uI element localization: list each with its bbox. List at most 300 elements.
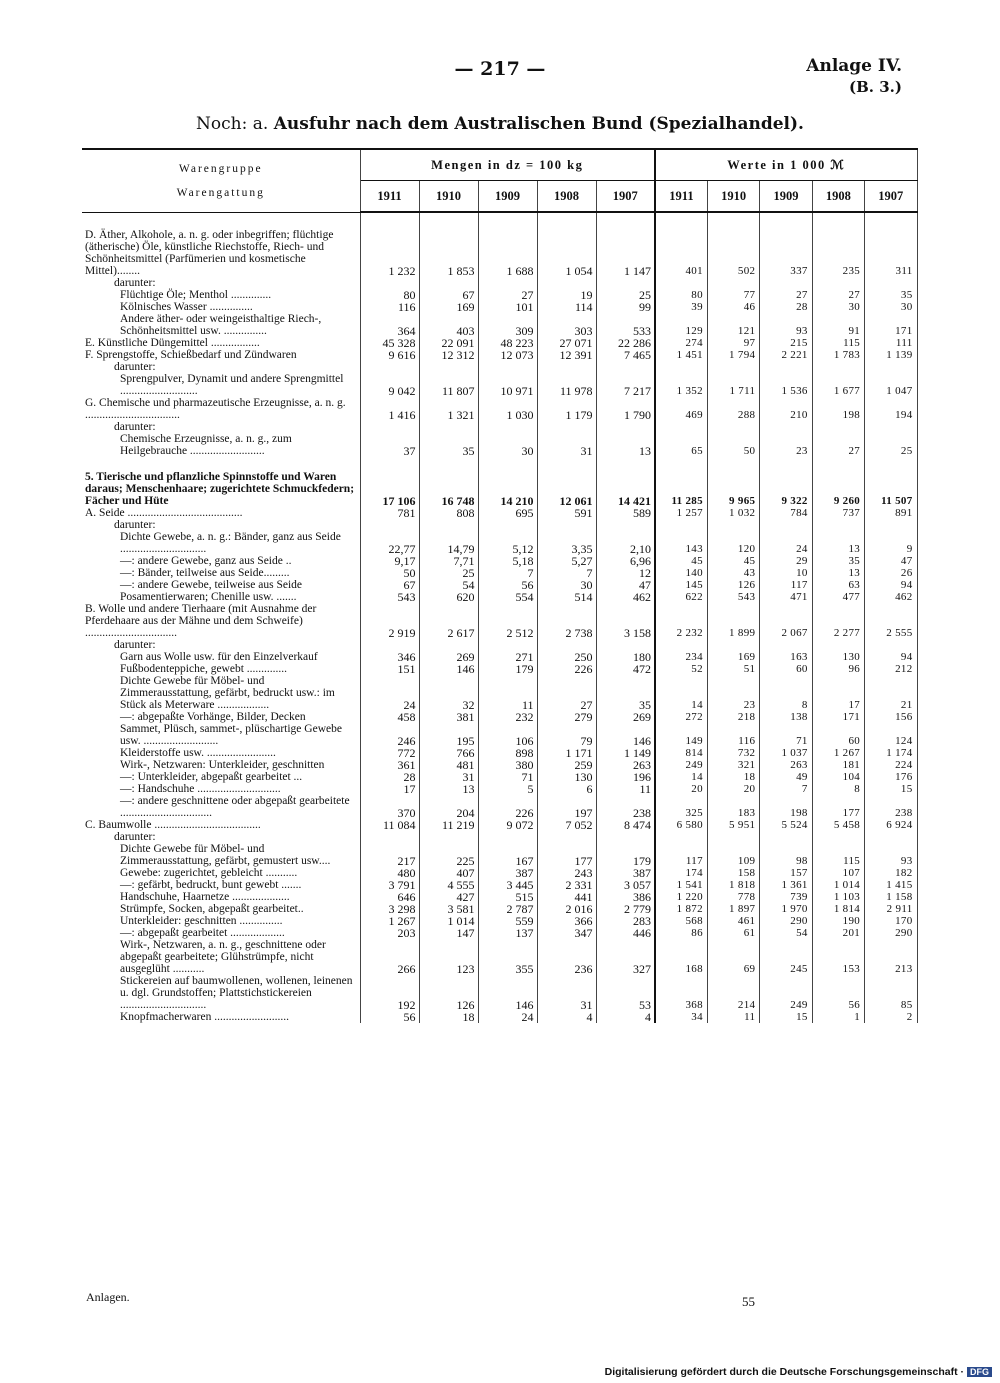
werte-cell: 56 xyxy=(812,975,864,1011)
mengen-cell: 250 xyxy=(537,651,596,663)
mengen-cell xyxy=(419,421,478,433)
werte-cell: 6 580 xyxy=(655,819,707,831)
row-label: A. Seide ........................................ xyxy=(82,507,360,519)
werte-year-header: 1909 xyxy=(760,181,812,213)
werte-cell: 1 103 xyxy=(812,891,864,903)
mengen-cell: 28 xyxy=(360,771,419,783)
werte-cell: 477 xyxy=(812,591,864,603)
werte-cell: 181 xyxy=(812,759,864,771)
mengen-cell: 30 xyxy=(478,433,537,457)
mengen-cell: 309 xyxy=(478,313,537,337)
werte-cell xyxy=(812,639,864,651)
row-label: —: andere Gewebe, teilweise aus Seide xyxy=(82,579,360,591)
werte-cell: 143 xyxy=(655,531,707,555)
row-label: F. Sprengstoffe, Schießbedarf und Zündwaren xyxy=(82,349,360,361)
werte-cell: 2 277 xyxy=(812,603,864,639)
mengen-cell: 3 445 xyxy=(478,879,537,891)
werte-cell: 5 524 xyxy=(760,819,812,831)
anlage-sub-label: (B. 3.) xyxy=(849,78,902,96)
mengen-cell: 514 xyxy=(537,591,596,603)
table-row xyxy=(82,927,917,939)
mengen-cell: 6 xyxy=(537,783,596,795)
mengen-cell: 355 xyxy=(478,939,537,975)
footer-left-note: Anlagen. xyxy=(86,1290,130,1304)
werte-cell: 471 xyxy=(760,591,812,603)
mengen-cell: 1 267 xyxy=(360,915,419,927)
mengen-cell: 808 xyxy=(419,507,478,519)
table-row xyxy=(82,639,917,651)
werte-cell: 126 xyxy=(707,579,759,591)
werte-cell: 778 xyxy=(707,891,759,903)
table-row xyxy=(82,783,917,795)
mengen-cell xyxy=(478,361,537,373)
werte-cell: 337 xyxy=(760,229,812,277)
mengen-cell: 180 xyxy=(596,651,655,663)
mengen-cell: 236 xyxy=(537,939,596,975)
werte-cell xyxy=(812,361,864,373)
werte-cell: 5 951 xyxy=(707,819,759,831)
werte-cell xyxy=(707,421,759,433)
mengen-cell: 126 xyxy=(419,975,478,1011)
row-label: —: andere Gewebe, ganz aus Seide .. xyxy=(82,555,360,567)
table-body xyxy=(82,212,917,1023)
werte-cell: 129 xyxy=(655,313,707,337)
row-label: Posamentierwaren; Chenille usw. ....... xyxy=(82,591,360,603)
row-label: —: abgepaßt gearbeitet ................... xyxy=(82,927,360,939)
werte-cell: 14 xyxy=(655,675,707,711)
table-row xyxy=(82,555,917,567)
werte-cell: 732 xyxy=(707,747,759,759)
werte-cell: 94 xyxy=(865,579,917,591)
werte-cell xyxy=(760,361,812,373)
werte-cell: 28 xyxy=(760,301,812,313)
mengen-cell: 559 xyxy=(478,915,537,927)
werte-cell: 214 xyxy=(707,975,759,1011)
werte-cell: 27 xyxy=(760,289,812,301)
werte-cell: 1 677 xyxy=(812,373,864,397)
mengen-cell: 589 xyxy=(596,507,655,519)
row-label: —: Handschuhe ............................. xyxy=(82,783,360,795)
mengen-cell: 13 xyxy=(419,783,478,795)
werte-cell: 117 xyxy=(760,579,812,591)
mengen-cell: 7 465 xyxy=(596,349,655,361)
werte-cell: 8 xyxy=(812,783,864,795)
werte-cell: 153 xyxy=(812,939,864,975)
werte-cell xyxy=(760,421,812,433)
mengen-cell: 147 xyxy=(419,927,478,939)
mengen-cell xyxy=(419,519,478,531)
mengen-cell: 9 072 xyxy=(478,819,537,831)
werte-cell: 93 xyxy=(865,843,917,867)
mengen-cell: 146 xyxy=(419,663,478,675)
mengen-cell: 591 xyxy=(537,507,596,519)
werte-cell xyxy=(760,639,812,651)
werte-cell: 14 xyxy=(655,771,707,783)
mengen-cell: 346 xyxy=(360,651,419,663)
row-label: Stickereien auf baumwollenen, wollenen, leinenen u. dgl. Grundstoffen; Plattstichstickereien .............................. xyxy=(82,975,360,1011)
mengen-cell: 54 xyxy=(419,579,478,591)
werte-cell: 111 xyxy=(865,337,917,349)
mengen-cell: 146 xyxy=(478,975,537,1011)
werte-cell: 176 xyxy=(865,771,917,783)
mengen-cell: 123 xyxy=(419,939,478,975)
mengen-cell: 407 xyxy=(419,867,478,879)
werte-cell: 290 xyxy=(865,927,917,939)
row-label: Sprengpulver, Dynamit und andere Sprengmittel ........................... xyxy=(82,373,360,397)
mengen-cell: 56 xyxy=(360,1011,419,1023)
werte-cell: 288 xyxy=(707,397,759,421)
werte-cell: 15 xyxy=(760,1011,812,1023)
table-row xyxy=(82,975,917,1011)
mengen-cell: 22 286 xyxy=(596,337,655,349)
werte-cell: 1 872 xyxy=(655,903,707,915)
mengen-cell: 12 073 xyxy=(478,349,537,361)
row-label: Chemische Erzeugnisse, a. n. g., zum Heilgebrauche .......................... xyxy=(82,433,360,457)
werte-cell xyxy=(865,277,917,289)
mengen-cell: 246 xyxy=(360,723,419,747)
werte-cell: 169 xyxy=(707,651,759,663)
mengen-cell: 4 xyxy=(537,1011,596,1023)
mengen-cell: 620 xyxy=(419,591,478,603)
werte-cell: 94 xyxy=(865,651,917,663)
label-header-line1: Warengruppe xyxy=(178,162,263,175)
mengen-cell xyxy=(360,361,419,373)
mengen-cell: 515 xyxy=(478,891,537,903)
mengen-cell: 266 xyxy=(360,939,419,975)
mengen-cell: 269 xyxy=(596,711,655,723)
werte-cell: 54 xyxy=(760,927,812,939)
mengen-cell: 167 xyxy=(478,843,537,867)
mengen-cell: 1 321 xyxy=(419,397,478,421)
werte-cell xyxy=(655,361,707,373)
mengen-cell: 259 xyxy=(537,759,596,771)
row-label: Strümpfe, Socken, abgepaßt gearbeitet.. xyxy=(82,903,360,915)
table-row xyxy=(82,867,917,879)
table-row xyxy=(82,289,917,301)
werte-cell: 2 221 xyxy=(760,349,812,361)
werte-cell: 6 924 xyxy=(865,819,917,831)
table-row xyxy=(82,675,917,711)
werte-cell: 190 xyxy=(812,915,864,927)
row-label: Knopfmacherwaren .......................... xyxy=(82,1011,360,1023)
mengen-cell: 35 xyxy=(419,433,478,457)
werte-cell: 130 xyxy=(812,651,864,663)
dfg-credit-text: Digitalisierung gefördert durch die Deutsche Forschungsgemeinschaft · xyxy=(604,1366,964,1378)
werte-cell: 1 814 xyxy=(812,903,864,915)
werte-cell: 156 xyxy=(865,711,917,723)
mengen-cell: 25 xyxy=(419,567,478,579)
mengen-cell: 14,79 xyxy=(419,531,478,555)
mengen-year-header: 1910 xyxy=(419,181,478,213)
row-label: D. Äther, Alkohole, a. n. g. oder inbegriffen; flüchtige (ätherische) Öle, künstliche Riechstoffe, Riech- und Schönheitsmittel (Parfümerien und kosmetische Mittel)........ xyxy=(82,229,360,277)
werte-cell: 7 xyxy=(760,783,812,795)
mengen-cell: 56 xyxy=(478,579,537,591)
mengen-cell: 11 xyxy=(596,783,655,795)
table-row xyxy=(82,337,917,349)
mengen-cell: 1 416 xyxy=(360,397,419,421)
row-label: darunter: xyxy=(82,361,360,373)
mengen-cell: 16 748 xyxy=(419,457,478,507)
table-row xyxy=(82,567,917,579)
mengen-cell: 1 853 xyxy=(419,229,478,277)
werte-cell: 2 555 xyxy=(865,603,917,639)
werte-cell: 27 xyxy=(812,289,864,301)
mengen-cell: 179 xyxy=(478,663,537,675)
mengen-cell: 67 xyxy=(419,289,478,301)
table-row xyxy=(82,507,917,519)
row-label: B. Wolle und andere Tierhaare (mit Ausnahme der Pferdehaare aus der Mähne und dem Schweife) ................................ xyxy=(82,603,360,639)
mengen-group-header: Mengen in dz = 100 kg xyxy=(360,149,655,181)
werte-cell xyxy=(812,421,864,433)
table-row xyxy=(82,301,917,313)
werte-cell: 1 899 xyxy=(707,603,759,639)
mengen-cell xyxy=(419,831,478,843)
werte-cell: 140 xyxy=(655,567,707,579)
mengen-cell: 48 223 xyxy=(478,337,537,349)
mengen-cell: 403 xyxy=(419,313,478,337)
mengen-cell: 898 xyxy=(478,747,537,759)
mengen-cell: 386 xyxy=(596,891,655,903)
table-row xyxy=(82,397,917,421)
row-label: —: Bänder, teilweise aus Seide......... xyxy=(82,567,360,579)
werte-cell: 117 xyxy=(655,843,707,867)
werte-cell: 321 xyxy=(707,759,759,771)
werte-cell: 502 xyxy=(707,229,759,277)
werte-cell xyxy=(707,361,759,373)
werte-cell: 91 xyxy=(812,313,864,337)
mengen-cell: 196 xyxy=(596,771,655,783)
mengen-cell: 361 xyxy=(360,759,419,771)
werte-cell: 45 xyxy=(707,555,759,567)
footer-page-mark: 55 xyxy=(742,1294,755,1309)
werte-cell: 249 xyxy=(760,975,812,1011)
mengen-cell: 1 147 xyxy=(596,229,655,277)
werte-cell: 1 451 xyxy=(655,349,707,361)
werte-cell: 69 xyxy=(707,939,759,975)
werte-cell: 461 xyxy=(707,915,759,927)
mengen-cell: 24 xyxy=(478,1011,537,1023)
mengen-cell: 387 xyxy=(478,867,537,879)
table-row xyxy=(82,433,917,457)
mengen-cell: 31 xyxy=(537,433,596,457)
werte-cell: 1 352 xyxy=(655,373,707,397)
mengen-year-header: 1911 xyxy=(360,181,419,213)
table-row xyxy=(82,903,917,915)
werte-cell: 34 xyxy=(655,1011,707,1023)
mengen-cell: 381 xyxy=(419,711,478,723)
mengen-cell: 3 791 xyxy=(360,879,419,891)
mengen-cell: 5,12 xyxy=(478,531,537,555)
mengen-cell: 19 xyxy=(537,289,596,301)
werte-cell: 138 xyxy=(760,711,812,723)
table-row xyxy=(82,915,917,927)
werte-cell xyxy=(655,639,707,651)
werte-cell: 290 xyxy=(760,915,812,927)
werte-cell: 737 xyxy=(812,507,864,519)
label-column-header xyxy=(82,149,360,212)
werte-cell: 9 322 xyxy=(760,457,812,507)
row-label: Andere äther- oder weingeisthaltige Riech-, Schönheitsmittel usw. ............... xyxy=(82,313,360,337)
werte-cell xyxy=(812,277,864,289)
werte-cell: 272 xyxy=(655,711,707,723)
werte-cell xyxy=(655,277,707,289)
werte-cell: 177 xyxy=(812,795,864,819)
werte-cell: 171 xyxy=(865,313,917,337)
mengen-cell: 387 xyxy=(596,867,655,879)
werte-cell: 224 xyxy=(865,759,917,771)
row-label: Wirk-, Netzwaren, a. n. g., geschnittene oder abgepaßt gearbeitete; Glühstrümpfe, nicht ausgeglüht ........... xyxy=(82,939,360,975)
table-row xyxy=(82,591,917,603)
werte-cell: 50 xyxy=(707,433,759,457)
werte-cell: 23 xyxy=(760,433,812,457)
mengen-cell: 4 555 xyxy=(419,879,478,891)
mengen-cell: 243 xyxy=(537,867,596,879)
werte-cell: 9 965 xyxy=(707,457,759,507)
mengen-cell: 32 xyxy=(419,675,478,711)
werte-cell: 1 037 xyxy=(760,747,812,759)
werte-cell: 1 257 xyxy=(655,507,707,519)
mengen-cell: 2 738 xyxy=(537,603,596,639)
mengen-cell: 1 014 xyxy=(419,915,478,927)
werte-cell: 23 xyxy=(707,675,759,711)
mengen-cell: 7 xyxy=(478,567,537,579)
row-label: Dichte Gewebe für Möbel- und Zimmerausstattung, gefärbt, gemustert usw.... xyxy=(82,843,360,867)
mengen-cell: 137 xyxy=(478,927,537,939)
mengen-cell: 18 xyxy=(419,1011,478,1023)
mengen-cell: 114 xyxy=(537,301,596,313)
row-label: Gewebe: zugerichtet, gebleicht ........... xyxy=(82,867,360,879)
mengen-cell xyxy=(360,831,419,843)
werte-cell: 212 xyxy=(865,663,917,675)
werte-cell: 20 xyxy=(707,783,759,795)
werte-cell: 198 xyxy=(760,795,812,819)
werte-cell: 45 xyxy=(655,555,707,567)
row-label: darunter: xyxy=(82,277,360,289)
subtitle-main: Ausfuhr nach dem Australischen Bund (Spezialhandel). xyxy=(273,114,804,134)
row-label: Kölnisches Wasser ............... xyxy=(82,301,360,313)
row-label: Wirk-, Netzwaren: Unterkleider, geschnitten xyxy=(82,759,360,771)
dfg-logo: DFG xyxy=(967,1367,992,1377)
mengen-cell: 3 158 xyxy=(596,603,655,639)
werte-cell: 24 xyxy=(760,531,812,555)
mengen-cell: 458 xyxy=(360,711,419,723)
werte-cell: 170 xyxy=(865,915,917,927)
werte-cell: 145 xyxy=(655,579,707,591)
table-row xyxy=(82,819,917,831)
werte-cell: 182 xyxy=(865,867,917,879)
mengen-cell: 151 xyxy=(360,663,419,675)
werte-cell: 235 xyxy=(812,229,864,277)
werte-cell xyxy=(760,277,812,289)
table-row xyxy=(82,313,917,337)
table-row xyxy=(82,457,917,507)
werte-cell: 13 xyxy=(812,531,864,555)
mengen-cell: 14 210 xyxy=(478,457,537,507)
werte-cell: 93 xyxy=(760,313,812,337)
mengen-cell: 11 978 xyxy=(537,373,596,397)
table-row xyxy=(82,939,917,975)
mengen-cell: 1 149 xyxy=(596,747,655,759)
mengen-cell: 27 xyxy=(537,675,596,711)
werte-cell: 63 xyxy=(812,579,864,591)
werte-cell: 1 267 xyxy=(812,747,864,759)
row-label: G. Chemische und pharmazeutische Erzeugnisse, a. n. g. ................................. xyxy=(82,397,360,421)
export-table xyxy=(82,148,914,1023)
werte-cell: 168 xyxy=(655,939,707,975)
table-row xyxy=(82,1011,917,1023)
mengen-cell xyxy=(596,361,655,373)
mengen-cell: 11 807 xyxy=(419,373,478,397)
mengen-cell: 116 xyxy=(360,301,419,313)
werte-cell: 814 xyxy=(655,747,707,759)
mengen-cell: 79 xyxy=(537,723,596,747)
table-row xyxy=(82,879,917,891)
werte-cell: 2 067 xyxy=(760,603,812,639)
mengen-cell: 225 xyxy=(419,843,478,867)
table-row xyxy=(82,711,917,723)
werte-cell xyxy=(655,421,707,433)
werte-cell: 1 174 xyxy=(865,747,917,759)
werte-cell: 5 458 xyxy=(812,819,864,831)
row-label: Sammet, Plüsch, sammet-, plüschartige Gewebe usw. .......................... xyxy=(82,723,360,747)
mengen-cell: 47 xyxy=(596,579,655,591)
mengen-cell: 7 xyxy=(537,567,596,579)
mengen-cell xyxy=(360,421,419,433)
werte-cell: 739 xyxy=(760,891,812,903)
werte-cell: 543 xyxy=(707,591,759,603)
mengen-cell: 1 790 xyxy=(596,397,655,421)
row-label: —: gefärbt, bedruckt, bunt gewebt ....... xyxy=(82,879,360,891)
werte-cell: 325 xyxy=(655,795,707,819)
mengen-cell: 45 328 xyxy=(360,337,419,349)
mengen-cell: 695 xyxy=(478,507,537,519)
mengen-cell: 101 xyxy=(478,301,537,313)
werte-cell: 1 536 xyxy=(760,373,812,397)
werte-cell: 1 794 xyxy=(707,349,759,361)
table-row xyxy=(82,795,917,819)
werte-group-header: Werte in 1 000 ℳ xyxy=(655,149,917,181)
werte-cell: 26 xyxy=(865,567,917,579)
werte-cell: 1 014 xyxy=(812,879,864,891)
werte-cell: 51 xyxy=(707,663,759,675)
mengen-cell: 27 xyxy=(478,289,537,301)
mengen-cell: 5 xyxy=(478,783,537,795)
row-label: C. Baumwolle ..................................... xyxy=(82,819,360,831)
mengen-cell: 446 xyxy=(596,927,655,939)
werte-cell: 163 xyxy=(760,651,812,663)
mengen-cell: 37 xyxy=(360,433,419,457)
mengen-cell: 2 779 xyxy=(596,903,655,915)
mengen-cell: 4 xyxy=(596,1011,655,1023)
werte-cell: 11 285 xyxy=(655,457,707,507)
mengen-cell: 226 xyxy=(537,663,596,675)
row-label: E. Künstliche Düngemittel ................. xyxy=(82,337,360,349)
werte-cell: 35 xyxy=(865,289,917,301)
werte-cell: 30 xyxy=(865,301,917,313)
mengen-cell: 27 071 xyxy=(537,337,596,349)
werte-cell: 234 xyxy=(655,651,707,663)
export-data-table xyxy=(82,148,918,1023)
mengen-cell: 366 xyxy=(537,915,596,927)
mengen-cell: 8 474 xyxy=(596,819,655,831)
mengen-cell: 71 xyxy=(478,771,537,783)
mengen-cell: 480 xyxy=(360,867,419,879)
mengen-cell: 53 xyxy=(596,975,655,1011)
mengen-cell: 67 xyxy=(360,579,419,591)
mengen-cell: 9,17 xyxy=(360,555,419,567)
werte-year-header: 1911 xyxy=(655,181,707,213)
mengen-cell: 238 xyxy=(596,795,655,819)
